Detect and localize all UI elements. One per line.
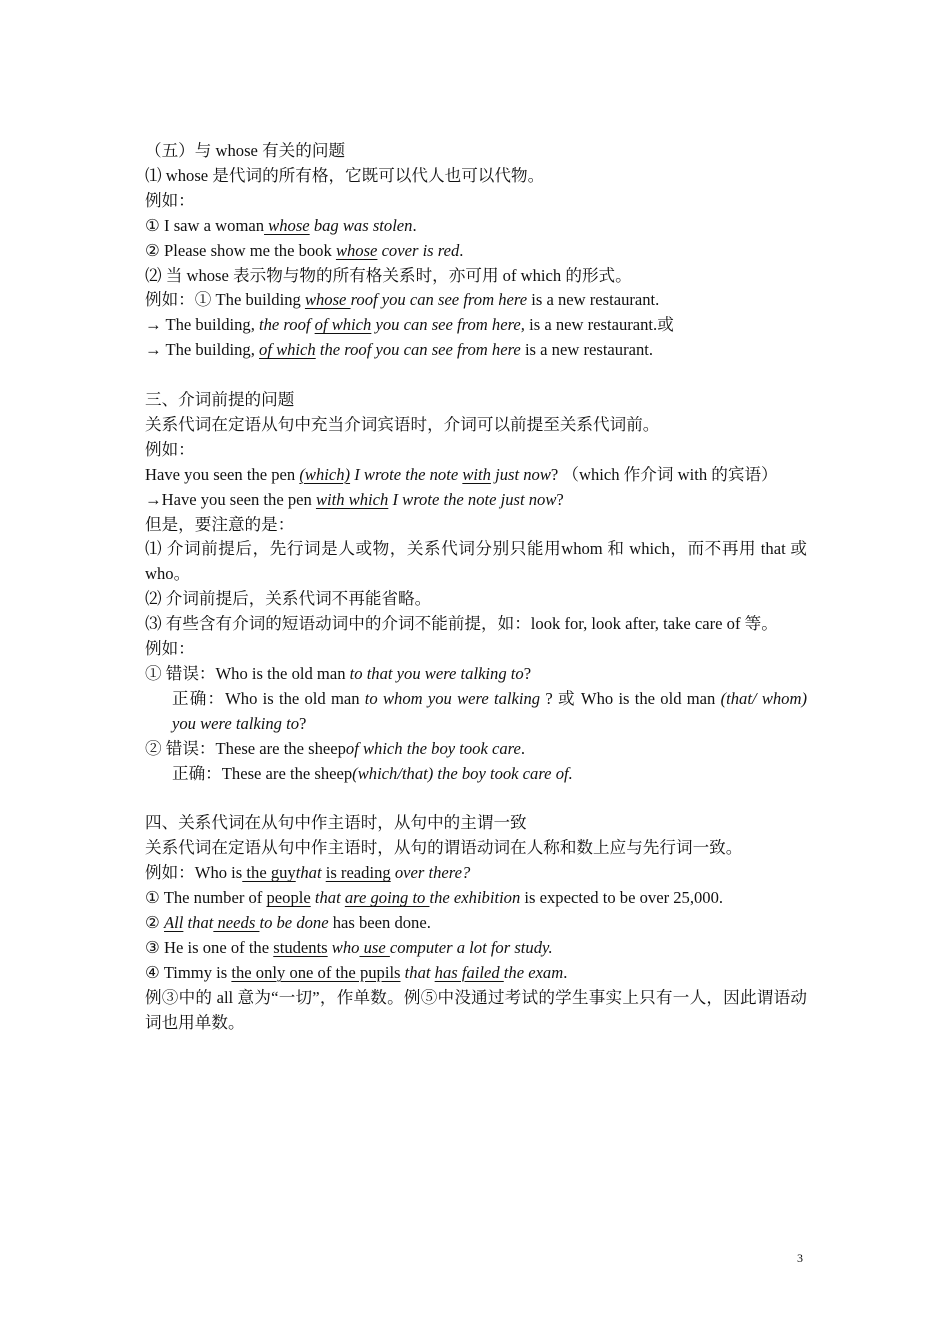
paragraph: 但是，要注意的是： (145, 514, 295, 534)
example-line: Have you seen the pen (which) I wrote the note with just now? （which 作介词 with 的宾语） (145, 464, 778, 484)
example-line: ① 错误：Who is the old man to that you were talking to? (145, 664, 532, 684)
example-line: ① The number of people that are going to the exhibition is expected to be over 25,000. (145, 888, 724, 908)
example-line: ② All that needs to be done has been done. (145, 913, 431, 933)
paragraph: 关系代词在定语从句中充当介词宾语时，介词可以前提至关系代词前。 (145, 414, 660, 434)
page-number: 3 (797, 1251, 803, 1265)
example-label: 例如： (145, 439, 195, 459)
paragraph: 例③中的 all 意为“一切”，作单数。例⑤中没通过考试的学生事实上只有一人，因此谓语动词也用单数。 (145, 987, 807, 1032)
example-line: ① I saw a woman whose bag was stolen. (145, 215, 417, 235)
paragraph: ⑴ whose 是代词的所有格，它既可以代人也可以代物。 (145, 165, 545, 185)
section-heading-preposition: 三、介词前提的问题 (145, 390, 295, 410)
list-item: ⑵ 介词前提后，关系代词不再能省略。 (145, 589, 432, 609)
paragraph: ⑵ 当 whose 表示物与物的所有格关系时，亦可用 of which 的形式。 (145, 265, 632, 285)
page-content (145, 139, 807, 1036)
section-heading-whose: （五）与 whose 有关的问题 (145, 141, 346, 160)
example-line: ② Please show me the book whose cover is red. (145, 240, 464, 260)
list-item: ⑴ 介词前提后，先行词是人或物，关系代词分别只能用whom 和 which，而不再用 that 或 who。 (145, 539, 807, 584)
example-label: 例如： (145, 639, 195, 659)
list-item: ⑶ 有些含有介词的短语动词中的介词不能前提，如：look for, look after, take care of 等。 (145, 614, 778, 634)
spacer (145, 363, 807, 388)
example-label: 例如： (145, 190, 195, 210)
example-line: ② 错误：These are the sheepof which the boy took care. (145, 738, 526, 758)
example-line: 例如：Who is the guythat is reading over there? (145, 863, 471, 883)
spacer (145, 787, 807, 812)
example-line: →Have you seen the pen with which I wrote the note just now? (145, 489, 564, 509)
paragraph: 关系代词在定语从句中作主语时，从句的谓语动词在人称和数上应与先行词一致。 (145, 838, 743, 858)
example-line: → The building, the roof of which you can see from here, is a new restaurant.或 (145, 315, 674, 335)
example-line: ③ He is one of the students who use computer a lot for study. (145, 937, 553, 957)
example-line: ④ Timmy is the only one of the pupils that has failed the exam. (145, 962, 568, 982)
example-line: → The building, of which the roof you can see from here is a new restaurant. (145, 340, 654, 360)
section-heading-agreement: 四、关系代词在从句中作主语时，从句中的主谓一致 (145, 813, 527, 833)
example-line: 正确：These are the sheep(which/that) the boy took care of. (172, 763, 573, 783)
example-line: 正确：Who is the old man to whom you were talking ? 或 Who is the old man (that/ whom) you were talking to? (172, 688, 807, 733)
example-line: 例如：① The building whose roof you can see from here is a new restaurant. (145, 290, 660, 310)
